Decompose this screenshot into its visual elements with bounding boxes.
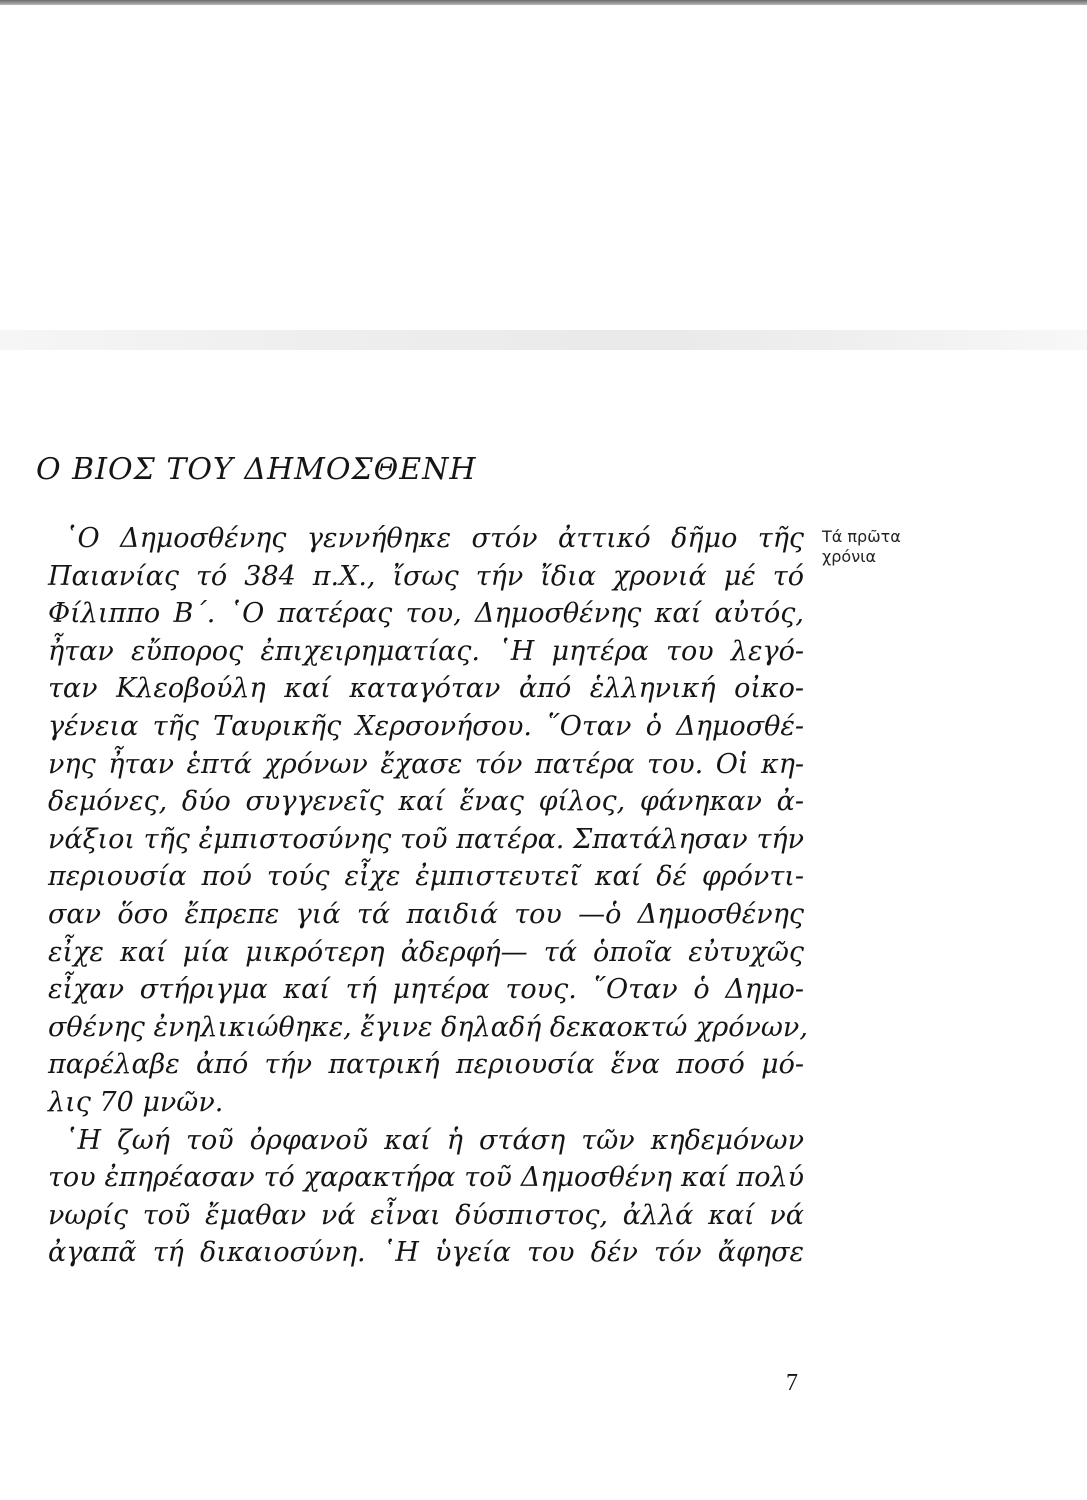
text-line: εἶχαν στήριγμα καί τή μητέρα τους. ῞Οταν ὁ Δημο- xyxy=(48,974,804,1006)
text-line: ῾Ο Δημοσθένης γεννήθηκε στόν ἀττικό δῆμο τῆς xyxy=(64,523,804,554)
chapter-title: Ο ΒΙΟΣ ΤΟΥ ΔΗΜΟΣΘΕΝΗ xyxy=(36,452,477,487)
text-line: γένεια τῆς Ταυρικῆς Χερσονήσου. ῞Οταν ὁ Δημοσθέ- xyxy=(48,710,804,742)
body-text xyxy=(48,520,808,1272)
scan-bleed-through-strip xyxy=(0,330,1087,350)
text-line: ταν Κλεοβούλη καί καταγόταν ἀπό ἑλληνική οἰκο- xyxy=(48,673,804,705)
text-line: λις 70 μνῶν. xyxy=(48,1086,224,1118)
margin-note-line: Τά πρῶτα xyxy=(822,527,901,546)
text-line: εἶχε καί μία μικρότερη ἀδερφή— τά ὁποῖα εὐτυχῶς xyxy=(48,936,804,968)
text-line: ῾Η ζωή τοῦ ὀρφανοῦ καί ἡ στάση τῶν κηδεμόνων xyxy=(64,1124,804,1156)
text-line: σαν ὅσο ἔπρεπε γιά τά παιδιά του —ὁ Δημοσθένης xyxy=(48,898,804,930)
text-line: ἀγαπᾶ τή δικαιοσύνη. ῾Η ὑγεία του δέν τόν ἄφησε xyxy=(48,1237,804,1269)
scan-top-border xyxy=(0,0,1087,5)
page-number: 7 xyxy=(786,1370,798,1396)
text-line: σθένης ἐνηλικιώθηκε, ἔγινε δηλαδή δεκαοκτώ χρόνων, xyxy=(48,1011,808,1043)
text-line: του ἐπηρέασαν τό χαρακτήρα τοῦ Δημοσθένη καί πολύ xyxy=(48,1162,804,1194)
text-line: ἦταν εὔπορος ἐπιχειρηματίας. ῾Η μητέρα του λεγό- xyxy=(48,635,804,667)
text-line: νωρίς τοῦ ἔμαθαν νά εἶναι δύσπιστος, ἀλλά καί νά xyxy=(48,1199,804,1231)
margin-note xyxy=(822,527,952,567)
text-line: Φίλιππο Β΄. ῾Ο πατέρας του, Δημοσθένης καί αὐτός, xyxy=(48,598,804,630)
text-line: περιουσία πού τούς εἶχε ἐμπιστευτεῖ καί δέ φρόντι- xyxy=(48,861,804,893)
text-line: παρέλαβε ἀπό τήν πατρική περιουσία ἕνα ποσό μό- xyxy=(48,1049,804,1081)
text-line: νάξιοι τῆς ἐμπιστοσύνης τοῦ πατέρα. Σπατάλησαν τήν xyxy=(48,823,804,855)
margin-note-line: χρόνια xyxy=(822,547,877,566)
text-line: νης ἦταν ἑπτά χρόνων ἔχασε τόν πατέρα του. Οἱ κη- xyxy=(48,748,804,780)
text-line: Παιανίας τό 384 π.Χ., ἴσως τήν ἴδια χρονιά μέ τό xyxy=(48,560,804,592)
text-line: δεμόνες, δύο συγγενεῖς καί ἕνας φίλος, φάνηκαν ἀ- xyxy=(48,786,804,818)
